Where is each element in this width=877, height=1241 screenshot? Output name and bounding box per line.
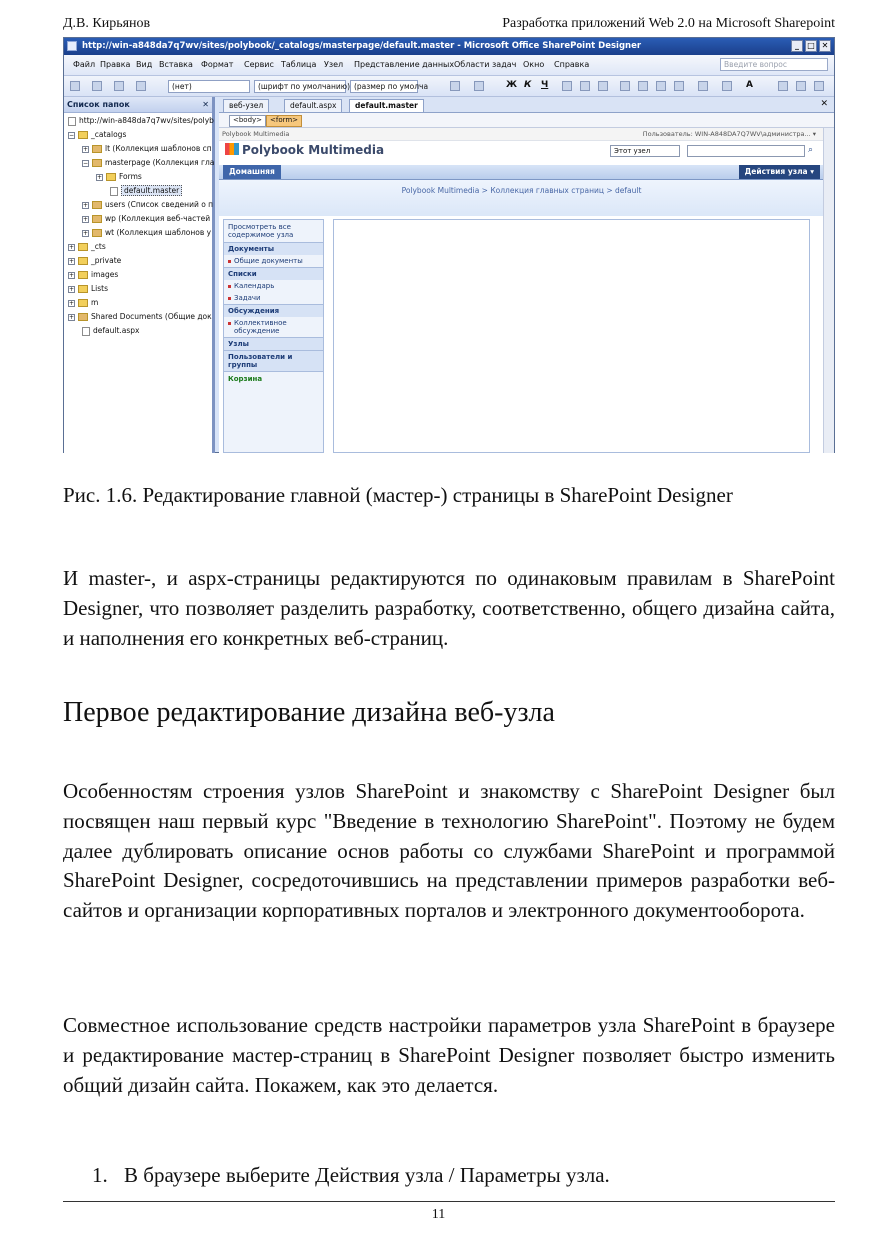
menu-data-view[interactable]: Представление данных [354,60,455,69]
master-page-icon [110,187,118,196]
section-heading: Первое редактирование дизайна веб-узла [63,697,555,728]
tree-item-images[interactable] [68,268,118,281]
close-pane-icon[interactable]: ✕ [202,100,209,109]
menu-site[interactable]: Узел [324,60,344,69]
expand-icon[interactable]: + [83,201,89,209]
font-combo[interactable]: (шрифт по умолчанию) [254,80,346,93]
ql-link-tasks[interactable]: Задачи [224,292,323,304]
indent-icon[interactable] [674,81,684,91]
tree-item-catalogs[interactable] [68,128,126,141]
list-text: В браузере выберите Действия узла / Параметры узла. [124,1163,610,1187]
style-combo[interactable]: (нет) [168,80,250,93]
undo-icon[interactable] [450,81,460,91]
preview-icon[interactable] [796,81,806,91]
tree-label: wt (Коллекция шаблонов у [105,228,212,237]
site-brand [225,143,384,157]
editor-area [219,97,834,453]
folder-icon [78,257,88,265]
site-icon [68,117,76,126]
tree-item-wp[interactable] [82,212,210,225]
tree-label: Lists [91,284,109,293]
paragraph-2: Особенностям строения узлов SharePoint и знакомству с SharePoint Designer был посвящен наш первый курс "Введение в технологию SharePoint". Поэтому не будем далее дублировать описание основ работы со службами SharePoint и программой SharePoint Designer, сосредоточившись на представлении примеров разработки веб-сайтов и организации корпоративных порталов и электронного документооборота. [63,779,835,923]
menu-tools[interactable]: Сервис [244,60,274,69]
expand-icon[interactable]: + [69,257,75,265]
tree-label: _private [91,256,122,265]
tree-item-m[interactable] [68,296,98,309]
folder-icon [78,299,88,307]
tree-label: http://win-a848da7q7wv/sites/polyb [79,116,214,125]
sharepoint-designer-screenshot [63,37,835,453]
collapse-icon[interactable]: − [83,159,89,167]
tree-item-site-root[interactable] [68,114,214,127]
menu-insert[interactable]: Вставка [159,60,193,69]
close-document-icon[interactable]: ✕ [820,99,828,109]
menu-table[interactable]: Таблица [281,60,317,69]
tree-label: m [91,298,99,307]
header-author: Д.В. Кирьянов [63,16,151,31]
window-titlebar [64,38,834,55]
search-scope-select[interactable]: Этот узел [610,145,680,157]
paragraph-3: Совместное использование средств настройки параметров узла SharePoint в браузере и редактирование мастер-страниц в SharePoint Designer позволяет быстро изменить общий дизайн сайта. Покажем, как это делается. [63,1013,835,1097]
formatting-toolbar [64,76,834,97]
bold-icon[interactable]: Ж [506,80,518,90]
menu-edit[interactable]: Правка [100,60,131,69]
options-icon[interactable] [814,81,824,91]
footer-rule [63,1201,835,1202]
tree-label: images [91,270,119,279]
tree-item-lists[interactable] [68,282,108,295]
tree-label: Forms [119,172,142,181]
collapse-icon[interactable]: − [69,131,75,139]
tab-default-aspx[interactable]: default.aspx [284,99,342,112]
home-page-icon [82,327,90,336]
tree-label: lt (Коллекция шаблонов сп [105,144,212,153]
menu-file[interactable]: Файл [73,60,96,69]
font-color-icon[interactable]: A [746,80,753,90]
tree-label: users (Список сведений о п [105,200,214,209]
ql-link-team-discussion[interactable]: Коллективное обсуждение [224,317,323,337]
outdent-icon[interactable] [656,81,666,91]
borders-icon[interactable] [698,81,708,91]
search-icon[interactable]: ⌕ [808,145,814,155]
main-content-placeholder[interactable] [333,219,810,453]
expand-icon[interactable]: + [83,145,89,153]
folder-icon [106,173,116,181]
expand-icon[interactable]: + [69,299,75,307]
tree-item-default-aspx[interactable] [82,324,139,337]
tree-item-wt[interactable] [82,226,211,239]
folder-list-title [64,97,212,113]
ql-link-calendar[interactable]: Календарь [224,280,323,292]
window-title: http://win-a848da7q7wv/sites/polybook/_catalogs/masterpage/default.master - Microsoft Office SharePoint Designer [82,41,642,51]
highlight-icon[interactable] [722,81,732,91]
tree-label: _catalogs [91,130,127,139]
redo-icon[interactable] [474,81,484,91]
site-top-left: Polybook Multimedia [222,130,290,138]
library-icon [92,145,102,153]
menu-task-panes[interactable]: Области задач [454,60,517,69]
tree-label: default.master [121,185,182,196]
menu-help[interactable]: Справка [554,60,590,69]
site-logo-icon [225,143,239,155]
tree-item-masterpage[interactable] [82,156,214,169]
tag-body[interactable]: <body> [229,115,266,127]
align-center-icon[interactable] [580,81,590,91]
italic-icon[interactable]: К [524,80,532,90]
tree-label: wp (Коллекция веб-частей [105,214,211,223]
menu-bar [64,55,834,76]
minimize-icon[interactable]: _ [791,40,803,52]
tree-label: _cts [91,242,106,251]
ql-heading-sites[interactable]: Узлы [224,337,323,350]
tree-item-private[interactable] [68,254,121,267]
ql-link-shared-documents[interactable]: Общие документы [224,255,323,267]
layout-icon[interactable] [778,81,788,91]
maximize-icon[interactable]: □ [805,40,817,52]
tree-item-users[interactable] [82,198,213,211]
ql-heading-documents[interactable]: Документы [224,242,323,255]
expand-icon[interactable]: + [83,215,89,223]
paragraph-1: И master-, и aspx-страницы редактируются по одинаковым правилам в SharePoint Designer, что позволяет разделить разработку, соответственно, общего дизайна сайта, и наполнения его конкретных веб-страниц. [63,566,835,650]
page-number: 11 [431,1207,446,1222]
tree-label: masterpage (Коллекция гла [105,158,215,167]
tree-label: default.aspx [93,326,140,335]
library-icon [92,215,102,223]
menu-view[interactable]: Вид [136,60,153,69]
folder-icon [78,271,88,279]
expand-icon[interactable]: + [69,271,75,279]
ql-heading-discussions[interactable]: Обсуждения [224,304,323,317]
ask-question-input[interactable]: Введите вопрос [720,58,828,71]
quick-tag-selector [219,113,834,128]
folder-icon [78,285,88,293]
expand-icon[interactable]: + [97,173,103,181]
folder-list-title-text: Список папок [67,100,130,109]
folder-icon [78,131,88,139]
library-icon [92,159,102,167]
new-page-icon[interactable] [70,81,80,91]
vertical-scrollbar[interactable] [823,128,834,453]
quick-launch [223,219,324,453]
underline-icon[interactable]: Ч [541,80,549,90]
list-item [92,1161,610,1189]
align-left-icon[interactable] [562,81,572,91]
site-top-bar [219,128,824,141]
menu-window[interactable]: Окно [523,60,545,69]
tree-item-cts[interactable] [68,240,106,253]
save-icon[interactable] [114,81,124,91]
design-view [219,128,824,453]
folder-icon [78,243,88,251]
numbering-icon[interactable] [620,81,630,91]
tree-item-shared-documents[interactable] [68,310,212,323]
expand-icon[interactable]: + [69,285,75,293]
site-actions-menu[interactable]: Действия узла ▾ [739,165,820,179]
site-breadcrumb: Polybook Multimedia > Коллекция главных страниц > default [219,180,824,216]
app-icon [67,41,77,51]
tree-item-lt[interactable] [82,142,212,155]
site-search-input[interactable] [687,145,805,157]
document-tabs [219,97,834,113]
expand-icon[interactable]: + [83,229,89,237]
ql-heading-people-groups[interactable]: Пользователи и группы [224,350,323,371]
home-tab[interactable]: Домашняя [223,165,281,179]
tab-default-master[interactable]: default.master [349,99,424,112]
expand-icon[interactable]: + [69,313,75,321]
user-menu[interactable]: Пользователь: WIN-A848DA7Q7WV\администра... ▾ [642,130,816,138]
header-book-title: Разработка приложений Web 2.0 на Microsoft Sharepoint [502,16,835,31]
view-all-content-link[interactable]: Просмотреть все содержимое узла [228,223,294,239]
site-brand-text: Polybook Multimedia [242,143,385,157]
open-icon[interactable] [92,81,102,91]
expand-icon[interactable]: + [69,243,75,251]
list-icon [92,201,102,209]
figure-caption: Рис. 1.6. Редактирование главной (мастер-) страницы в SharePoint Designer [63,483,733,507]
print-icon[interactable] [136,81,146,91]
bullets-icon[interactable] [638,81,648,91]
folder-list-pane [64,97,215,453]
tree-label: Shared Documents (Общие док [91,312,212,321]
align-right-icon[interactable] [598,81,608,91]
close-icon[interactable]: ✕ [819,40,831,52]
menu-format[interactable]: Формат [201,60,234,69]
tag-form[interactable]: <form> [266,115,302,127]
ql-heading-lists[interactable]: Списки [224,267,323,280]
tree-item-forms[interactable] [96,170,142,183]
tab-web-site[interactable]: веб-узел [223,99,269,112]
size-combo[interactable]: (размер по умолча [350,80,418,93]
site-nav-bar [219,165,824,180]
tree-item-default-master[interactable] [110,184,182,197]
library-icon [92,229,102,237]
list-number: 1. [92,1163,108,1187]
library-icon [78,313,88,321]
recycle-bin-link[interactable]: Корзина [224,371,323,386]
